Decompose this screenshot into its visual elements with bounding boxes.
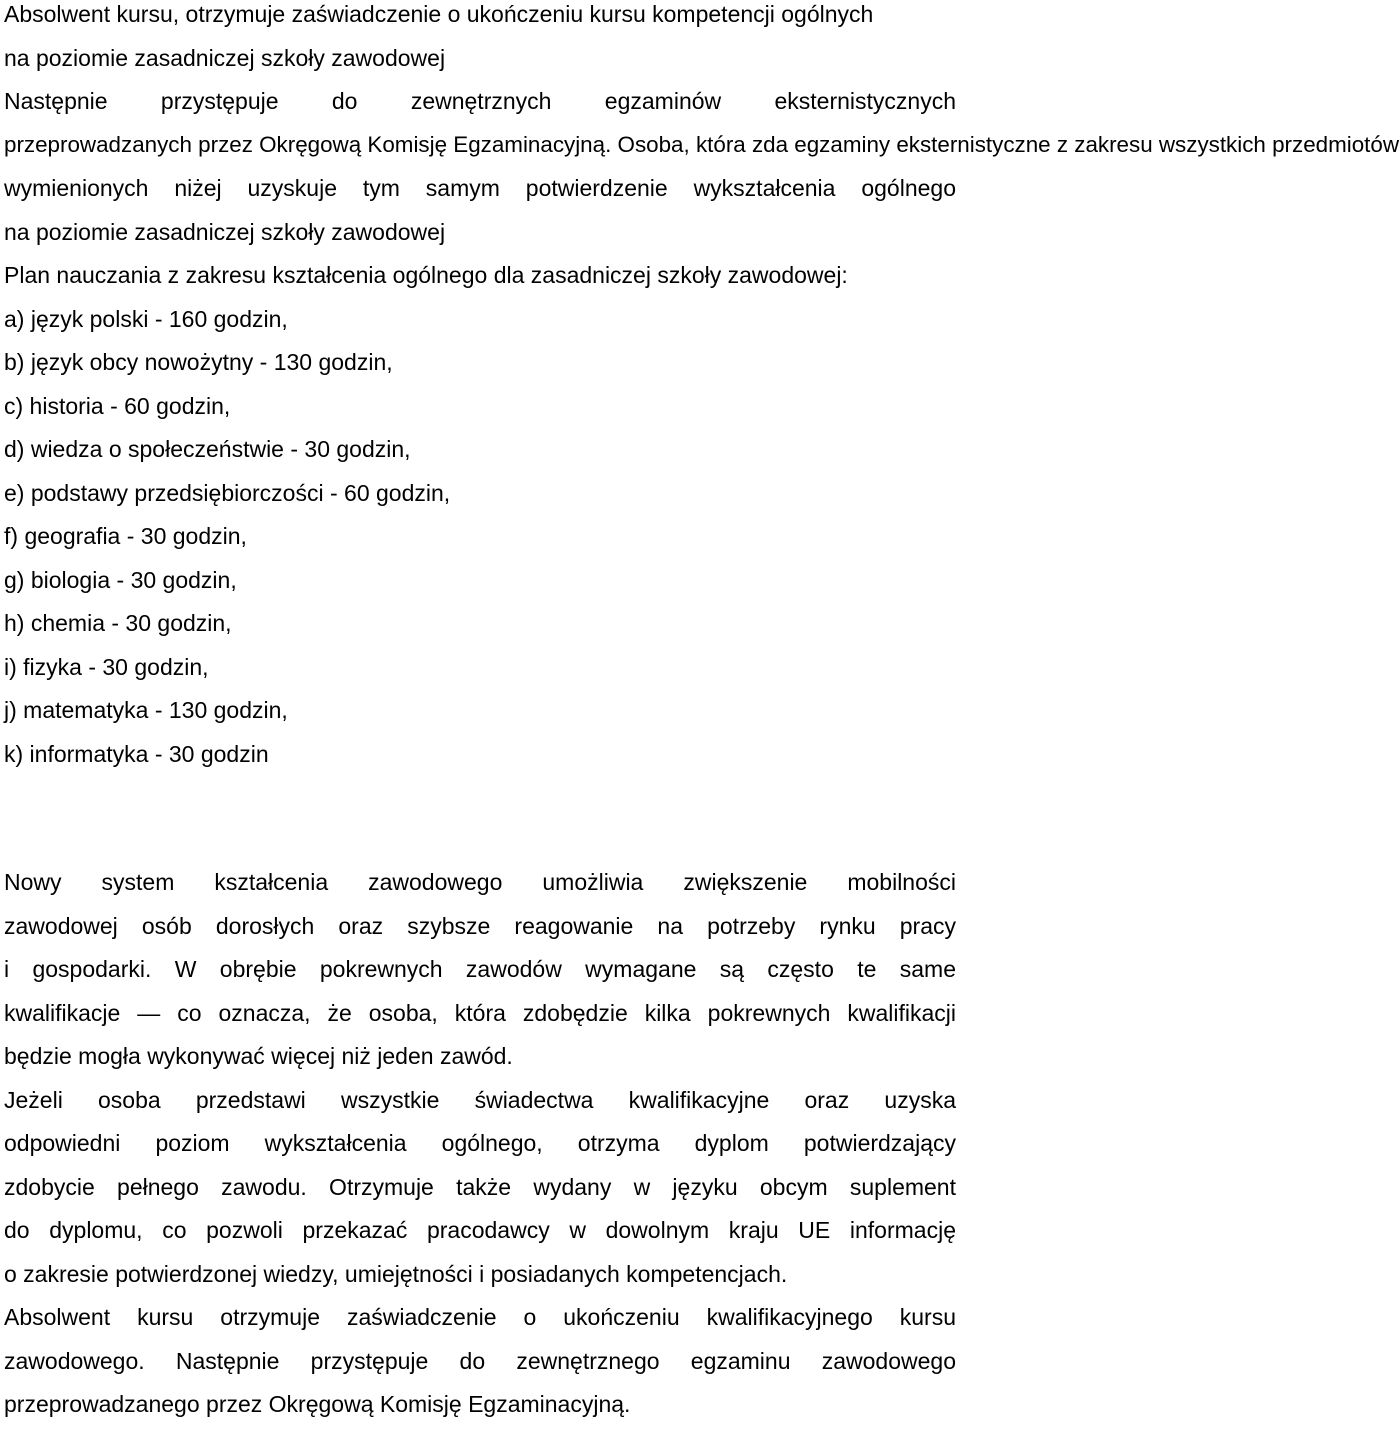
body-line-8: zdobycie pełnego zawodu. Otrzymuje także wydany w języku obcym suplement <box>4 1173 956 1200</box>
body-line-7: odpowiedni poziom wykształcenia ogólnego, otrzyma dyplom potwierdzający <box>4 1130 956 1156</box>
body-line-4: kwalifikacje — co oznacza, że osoba, która zdobędzie kilka pokrewnych kwalifikacji <box>4 999 956 1026</box>
intro-paragraph <box>4 0 1399 261</box>
body-line-5: będzie mogła wykonywać więcej niż jeden zawód. <box>4 1043 513 1069</box>
intro-line-5: wymienionych niżej uzyskuje tym samym potwierdzenie wykształcenia ogólnego <box>4 175 956 201</box>
plan-item: i) fizyka - 30 godzin, <box>4 653 209 680</box>
body-line-12: zawodowego. Następnie przystępuje do zewnętrznego egzaminu zawodowego <box>4 1347 956 1374</box>
intro-line-6: na poziomie zasadniczej szkoły zawodowej <box>4 218 446 245</box>
body-line-11: Absolwent kursu otrzymuje zaświadczenie o ukończeniu kwalifikacyjnego kursu <box>4 1304 956 1330</box>
plan-item: e) podstawy przedsiębiorczości - 60 godzin, <box>4 479 451 506</box>
intro-line-2: na poziomie zasadniczej szkoły zawodowej <box>4 44 446 71</box>
body-line-13: przeprowadzanego przez Okręgową Komisję Egzaminacyjną. <box>4 1391 631 1417</box>
plan-item: f) geografia - 30 godzin, <box>4 523 247 549</box>
plan-heading: Plan nauczania z zakresu kształcenia ogólnego dla zasadniczej szkoły zawodowej: <box>4 262 848 288</box>
body-line-9: do dyplomu, co pozwoli przekazać pracodawcy w dowolnym kraju UE informację <box>4 1217 956 1243</box>
body-line-10: o zakresie potwierdzonej wiedzy, umiejętności i posiadanych kompetencjach. <box>4 1260 788 1287</box>
intro-line-1: Absolwent kursu, otrzymuje zaświadczenie o ukończeniu kursu kompetencji ogólnych <box>4 1 874 27</box>
plan-item: b) język obcy nowożytny - 130 godzin, <box>4 349 393 375</box>
body-line-3: i gospodarki. W obrębie pokrewnych zawodów wymagane są często te same <box>4 956 956 982</box>
body-line-2: zawodowej osób dorosłych oraz szybsze reagowanie na potrzeby rynku pracy <box>4 912 956 939</box>
plan-item: j) matematyka - 130 godzin, <box>4 697 288 723</box>
body-line-6: Jeżeli osoba przedstawi wszystkie świadectwa kwalifikacyjne oraz uzyska <box>4 1086 956 1113</box>
plan-item: h) chemia - 30 godzin, <box>4 610 232 636</box>
plan-item: k) informatyka - 30 godzin <box>4 740 269 767</box>
plan-item: a) język polski - 160 godzin, <box>4 305 288 332</box>
body-paragraphs <box>4 868 956 1434</box>
body-line-1: Nowy system kształcenia zawodowego umożliwia zwiększenie mobilności <box>4 869 956 895</box>
plan-section <box>4 261 956 783</box>
plan-item: g) biologia - 30 godzin, <box>4 566 237 593</box>
intro-line-4: przeprowadzanych przez Okręgową Komisję Egzaminacyjną. Osoba, która zda egzaminy eksternistyczne z zakresu wszystkich przedmiotów <box>4 131 1399 157</box>
plan-item: c) historia - 60 godzin, <box>4 392 231 419</box>
intro-line-3: Następnie przystępuje do zewnętrznych egzaminów eksternistycznych <box>4 88 956 114</box>
plan-item: d) wiedza o społeczeństwie - 30 godzin, <box>4 436 411 462</box>
